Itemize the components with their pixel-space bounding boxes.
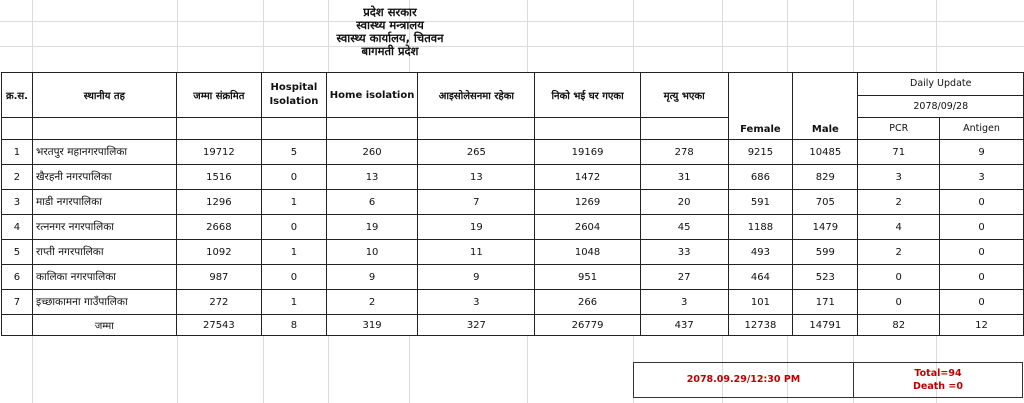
table-row: 3 माडी नगरपालिका 1296 1 6 7 1269 20 591 705 2 0 [2, 190, 1024, 215]
col-pcr: PCR [858, 118, 940, 140]
col-daily-update [858, 73, 1024, 118]
table-total-row: जम्मा 27543 8 319 327 26779 437 12738 14791 82 12 [2, 315, 1024, 336]
col-deaths: मृत्यु भएका [640, 73, 728, 118]
col-sn: क्र.स. [2, 73, 33, 118]
table-row: 5 राप्ती नगरपालिका 1092 1 10 11 1048 33 493 599 2 0 [2, 240, 1024, 265]
daily-update-title: Daily Update [858, 73, 1023, 96]
table-row: 4 रत्ननगर नगरपालिका 2668 0 19 19 2604 45 1188 1479 4 0 [2, 215, 1024, 240]
table-row: 2 खैरहनी नगरपालिका 1516 0 13 13 1472 31 686 829 3 3 [2, 165, 1024, 190]
daily-update-date: 2078/09/28 [913, 101, 969, 112]
col-total-infected: जम्मा संक्रमित [176, 73, 261, 118]
col-recovered: निको भई घर गएका [535, 73, 640, 118]
col-antigen: Antigen [940, 118, 1024, 140]
col-male: Male [793, 73, 858, 140]
header-line-ministry: स्वास्थ्य मन्त्रालय [356, 18, 424, 32]
header-line-office: स्वास्थ्य कार्यालय, चितवन [336, 31, 444, 45]
col-in-isolation: आइसोलेसनमा रहेका [418, 73, 535, 118]
table-row: 7 इच्छाकामना गाउँपालिका 272 1 2 3 266 3 101 171 0 0 [2, 290, 1024, 315]
daily-death-text: Death =0 [913, 381, 963, 392]
table-header-row [2, 73, 1024, 118]
table-row: 1 भरतपुर महानगरपालिका 19712 5 260 265 19169 278 9215 10485 71 9 [2, 140, 1024, 165]
daily-total-text: Total=94 [914, 368, 962, 379]
total-label: जम्मा [32, 315, 176, 336]
covid-status-table [1, 72, 1024, 336]
table-row: 6 कालिका नगरपालिका 987 0 9 9 951 27 464 523 0 0 [2, 265, 1024, 290]
update-timestamp: 2078.09.29/12:30 PM [633, 362, 854, 398]
header-line-government: प्रदेश सरकार [363, 5, 417, 19]
col-local-level: स्थानीय तह [32, 73, 176, 118]
col-female: Female [728, 73, 793, 140]
header-line-province: बागमती प्रदेश [361, 44, 419, 58]
table-subheader-row [2, 118, 1024, 140]
daily-summary-box [853, 362, 1023, 398]
office-header [300, 6, 480, 58]
col-hospital-isolation: Hospital Isolation [262, 73, 327, 118]
col-home-isolation: Home isolation [326, 73, 418, 118]
